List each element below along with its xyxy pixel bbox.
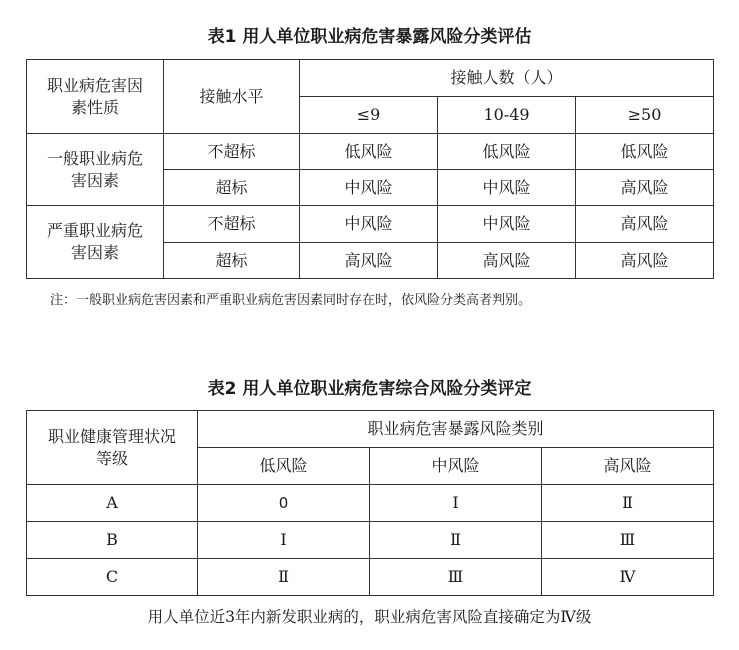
level-cell: 超标 [164, 243, 300, 279]
level-cell: 超标 [164, 170, 300, 206]
risk-cell: 高风险 [300, 243, 438, 279]
table2-note: 用人单位近3年内新发职业病的，职业病危害风险直接确定为Ⅳ级 [147, 608, 592, 626]
table2-title: 表2 用人单位职业病危害综合风险分类评定 [207, 379, 532, 399]
risk-cell: 高风险 [576, 170, 714, 206]
table-row [27, 134, 714, 170]
risk-cell: 低风险 [576, 134, 714, 170]
risk-cell: 中风险 [300, 170, 438, 206]
group-factor: 严重职业病危害因素 [27, 206, 164, 279]
risk-cell: 低风险 [300, 134, 438, 170]
risk-cell: 中风险 [438, 170, 576, 206]
table-row [27, 206, 714, 243]
header-risk-col: 高风险 [542, 448, 714, 485]
level-cell: 不超标 [164, 134, 300, 170]
level-cell: Ⅱ [198, 559, 370, 596]
level-cell: Ⅰ [370, 485, 542, 522]
risk-cell: 低风险 [438, 134, 576, 170]
risk-cell: 中风险 [438, 206, 576, 243]
header-range: ≤9 [300, 97, 438, 134]
table1-title: 表1 用人单位职业病危害暴露风险分类评估 [207, 27, 532, 47]
header-risk-col: 低风险 [198, 448, 370, 485]
level-cell: Ⅱ [542, 485, 714, 522]
grade-cell: B [27, 522, 198, 559]
group-factor: 一般职业病危害因素 [27, 134, 164, 206]
table-row [27, 485, 714, 522]
level-cell: 0 [198, 485, 370, 522]
risk-cell: 中风险 [300, 206, 438, 243]
table1-note: 注：一般职业病危害因素和严重职业病危害因素同时存在时，依风险分类高者判别。 [50, 293, 532, 308]
table-row [27, 522, 714, 559]
grade-cell: C [27, 559, 198, 596]
header-count: 接触人数（人） [300, 60, 714, 97]
level-cell: Ⅲ [542, 522, 714, 559]
header-category: 职业病危害暴露风险类别 [198, 411, 714, 448]
header-status: 职业健康管理状况等级 [27, 411, 198, 485]
header-level: 接触水平 [164, 60, 300, 134]
table-row [27, 559, 714, 596]
comprehensive-risk-table [26, 410, 714, 596]
risk-cell: 高风险 [576, 206, 714, 243]
risk-cell: 高风险 [576, 243, 714, 279]
header-factor: 职业病危害因素性质 [27, 60, 164, 134]
level-cell: 不超标 [164, 206, 300, 243]
level-cell: Ⅰ [198, 522, 370, 559]
risk-cell: 高风险 [438, 243, 576, 279]
level-cell: Ⅱ [370, 522, 542, 559]
level-cell: Ⅳ [542, 559, 714, 596]
grade-cell: A [27, 485, 198, 522]
risk-exposure-table [26, 59, 714, 279]
level-cell: Ⅲ [370, 559, 542, 596]
header-risk-col: 中风险 [370, 448, 542, 485]
header-range: 10-49 [438, 97, 576, 134]
header-range: ≥50 [576, 97, 714, 134]
